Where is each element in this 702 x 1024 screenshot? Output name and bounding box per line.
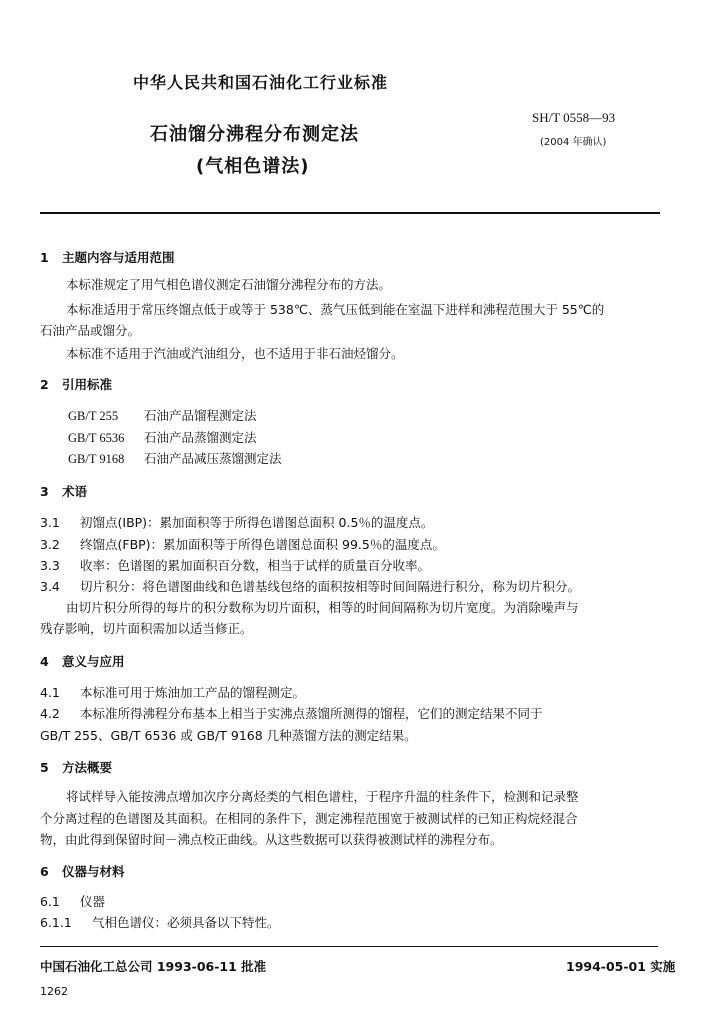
implementation-date: 1994-05-01 实施 xyxy=(566,959,676,974)
item-text: 本标准所得沸程分布基本上相当于实沸点蒸馏所测得的馏程，它们的测定结果不同于 xyxy=(80,706,543,721)
item-text: 气相色谱仪：必须具备以下特性。 xyxy=(92,915,280,930)
section-number: 3 xyxy=(40,484,49,499)
approval-note: 中国石油化工总公司 1993-06-11 批准 xyxy=(40,959,267,974)
section-number: 5 xyxy=(40,760,49,775)
paragraph-continuation: GB/T 255、GB/T 6536 或 GB/T 9168 几种蒸馏方法的测定结果。 xyxy=(40,728,417,743)
item-number: 3.2 xyxy=(40,537,60,552)
confirmation-note: (2004 年确认) xyxy=(540,137,607,148)
section-title: 术语 xyxy=(62,484,88,499)
document-title: 石油馏分沸程分布测定法 xyxy=(150,124,359,145)
reference-item xyxy=(68,449,282,467)
reference-code: GB/T 9168 xyxy=(68,452,125,466)
item-text: 初馏点(IBP)：累加面积等于所得色谱图总面积 0.5％的温度点。 xyxy=(80,515,434,530)
item-number: 3.3 xyxy=(40,558,60,573)
reference-code: GB/T 6536 xyxy=(68,431,125,445)
paragraph-continuation: 残存影响，切片面积需加以适当修正。 xyxy=(40,621,253,636)
instrument-item xyxy=(40,913,280,931)
paragraph-continuation: 个分离过程的色谱图及其面积。在相同的条件下，测定沸程范围宽于被测试样的已知正构烷烃混合 xyxy=(40,811,578,826)
term-item xyxy=(40,577,580,595)
item-text: 本标准可用于炼油加工产品的馏程测定。 xyxy=(80,685,306,700)
section-title: 引用标准 xyxy=(62,377,113,392)
footer-divider xyxy=(40,946,658,947)
reference-name: 石油产品减压蒸馏测定法 xyxy=(144,451,282,466)
item-number: 6.1.1 xyxy=(40,915,72,930)
meaning-item xyxy=(40,683,305,701)
section-3-heading xyxy=(40,482,87,500)
section-number: 4 xyxy=(40,654,49,669)
section-title: 仪器与材料 xyxy=(62,864,125,879)
reference-item xyxy=(68,428,257,446)
section-4-heading xyxy=(40,652,125,670)
paragraph: 由切片积分所得的每片的积分数称为切片面积，相等的时间间隔称为切片宽度。为消除噪声与 xyxy=(66,600,579,615)
section-title: 方法概要 xyxy=(62,760,113,775)
section-5-heading xyxy=(40,758,112,776)
paragraph: 本标准不适用于汽油或汽油组分，也不适用于非石油烃馏分。 xyxy=(66,346,404,361)
reference-name: 石油产品蒸馏测定法 xyxy=(144,430,257,445)
item-number: 3.4 xyxy=(40,579,60,594)
item-text: 收率：色谱图的累加面积百分数，相当于试样的质量百分收率。 xyxy=(80,558,431,573)
paragraph-continuation: 物，由此得到保留时间－沸点校正曲线。从这些数据可以获得被测试样的沸程分布。 xyxy=(40,832,503,847)
item-text: 切片积分：将色谱图曲线和色谱基线包络的面积按相等时间间隔进行积分，称为切片积分。 xyxy=(80,579,581,594)
paragraph: 将试样导入能按沸点增加次序分离烃类的气相色谱柱，于程序升温的柱条件下，检测和记录整 xyxy=(66,789,579,804)
item-number: 4.1 xyxy=(40,685,60,700)
header-divider xyxy=(40,212,660,214)
standard-number: SH/T 0558—93 xyxy=(532,110,616,125)
term-item xyxy=(40,535,445,553)
section-1-heading xyxy=(40,248,175,266)
term-item xyxy=(40,556,430,574)
term-item xyxy=(40,513,433,531)
section-6-heading xyxy=(40,862,125,880)
reference-item xyxy=(68,406,257,424)
instrument-item xyxy=(40,892,105,910)
section-2-heading xyxy=(40,375,112,393)
item-number: 4.2 xyxy=(40,706,60,721)
paragraph-continuation: 石油产品或馏分。 xyxy=(40,323,141,338)
section-title: 意义与应用 xyxy=(62,654,125,669)
item-text: 终馏点(FBP)：累加面积等于所得色谱图总面积 99.5％的温度点。 xyxy=(80,537,445,552)
issuing-authority: 中华人民共和国石油化工行业标准 xyxy=(133,73,389,92)
item-text: 仪器 xyxy=(80,894,106,909)
document-subtitle: (气相色谱法) xyxy=(196,156,310,177)
section-title: 主题内容与适用范围 xyxy=(62,250,175,265)
reference-name: 石油产品馏程测定法 xyxy=(144,408,257,423)
reference-code: GB/T 255 xyxy=(68,409,119,423)
section-number: 6 xyxy=(40,864,49,879)
item-number: 3.1 xyxy=(40,515,60,530)
paragraph: 本标准规定了用气相色谱仪测定石油馏分沸程分布的方法。 xyxy=(66,277,392,292)
item-number: 6.1 xyxy=(40,894,60,909)
meaning-item xyxy=(40,704,543,722)
page-number: 1262 xyxy=(40,985,68,998)
section-number: 2 xyxy=(40,377,49,392)
section-number: 1 xyxy=(40,250,49,265)
paragraph: 本标准适用于常压终馏点低于或等于 538℃、蒸气压低到能在室温下进样和沸程范围大于 55℃的 xyxy=(66,302,605,317)
